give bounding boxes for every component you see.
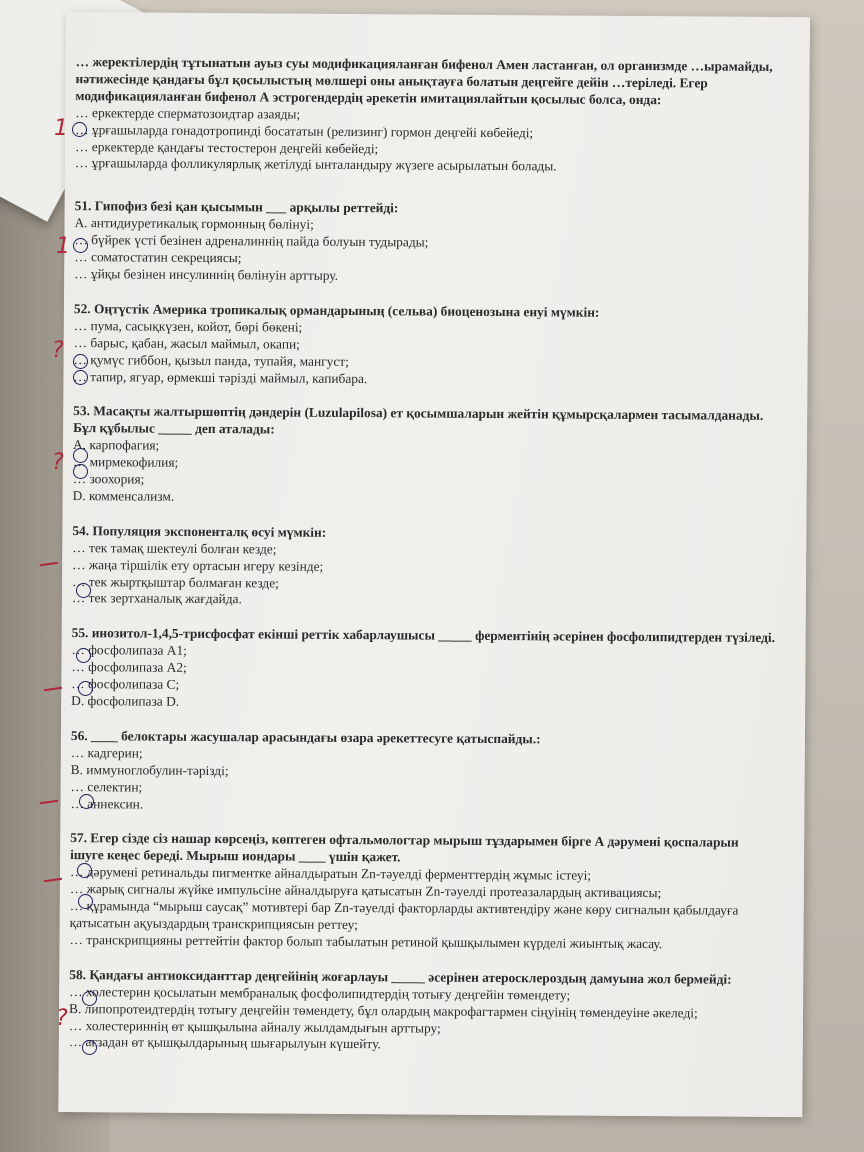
option-d: D. комменсализм.	[72, 487, 175, 504]
question-54	[72, 523, 778, 612]
question-53	[73, 403, 779, 509]
question-text: 57. Егер сізде сіз нашар көрсеңіз, көптеген офтальмологтар мырыш тұздарымен бірге А дәрумені қоспаларын ішуге кеңес береді. Мырыш иондары ____ үшін қажет.	[70, 830, 739, 865]
question-text: 51. Гипофиз безі қан қысымын ___ арқылы реттейді:	[74, 198, 399, 216]
question-50	[75, 54, 781, 177]
option-a: A. антидиуретикалық гормонның бөлінуі;	[74, 215, 314, 232]
handwritten-mark-q51: 1	[56, 234, 70, 259]
question-text: 53. Масақты жалтыршөптің дәндерін (Luzulapilosa) ет қосымшаларын жейтін құмырсқалармен тасымалданады. Бұл құбылыс _____ деп аталады:	[73, 403, 764, 437]
option-a: … дәрумені ретинальды пигментке айналдыратын Zn-тәуелді ферменттердің жұмыс істеуі;	[69, 864, 592, 883]
option-d: … тек зертханалық жағдайда.	[71, 590, 242, 607]
question-text: 55. инозитол-1,4,5-трисфосфат екінші реттік хабарлаушысы _____ ферментінің әсерінен фосфолипидтерден түзіледі.	[71, 625, 776, 646]
option-a: … кадгерин;	[70, 744, 143, 761]
option-a: … фосфолипаза А1;	[71, 642, 187, 659]
option-b: … ұрғашыларда гонадотропинді босататын (релизинг) гормон деңгейі көбейеді;	[75, 121, 534, 140]
option-b: … барыс, қабан, жасыл маймыл, окапи;	[73, 334, 300, 352]
option-a: … еркектерде сперматозоидтар азаяды;	[75, 104, 301, 122]
option-c: … холестериннің өт қышқылына айналу жылдамдығын арттыру;	[68, 1017, 441, 1036]
handwritten-mark-q50: 1	[54, 116, 68, 141]
option-c: … құрамында “мырыш саусақ” мотивтері бар Zn-тәуелді факторларды активтендіру және көру сигналын қабылдауға қатысатын ақуыздардың транскрипциясын реттеу;	[69, 898, 739, 933]
option-d: … ұйқы безінен инсулиннің бөлінуін арттыру.	[74, 266, 339, 283]
option-a: … тек тамақ шектеулі болған кезде;	[72, 539, 277, 557]
option-b: … жаңа тіршілік ету ортасын игеру кезінде;	[72, 556, 324, 574]
option-a: A. карпофагия;	[72, 437, 160, 453]
question-51	[74, 198, 780, 287]
option-b: B. иммуноглобулин-тәрізді;	[70, 761, 229, 778]
option-b: … бүйрек үсті безінен адреналиннің пайда болуын тудырады;	[74, 232, 429, 250]
option-a: … пума, сасықкүзен, койот, бөрі бөкені;	[73, 317, 303, 335]
option-c: … селектин;	[70, 778, 143, 795]
option-c: … тек жыртқыштар болмаған кезде;	[71, 573, 279, 591]
question-list	[69, 54, 781, 1074]
question-text: 58. Қандағы антиоксиданттар деңгейінің жоғарлауы _____ әсерінен атеросклероздың дамуына жол бермейді:	[69, 966, 732, 987]
test-paper	[58, 12, 810, 1117]
question-55	[71, 625, 777, 714]
question-52	[73, 301, 779, 390]
handwritten-mark-q58: ?	[56, 1006, 68, 1031]
option-d: D. фосфолипаза D.	[71, 693, 180, 709]
handwritten-mark-q52: ?	[52, 338, 64, 363]
option-d: … транскрипцияны реттейтін фактор болып табылатын ретиной қышқылымен күрделі жиынтық жасау.	[69, 931, 663, 952]
option-b: … мирмекофилия;	[72, 454, 179, 470]
option-d: … тапир, ягуар, өрмекші тәрізді маймыл, капибара.	[73, 368, 368, 386]
question-text: 56. ____ белоктары жасушалар арасындағы өзара әрекеттесуге қатыспайды.:	[70, 727, 541, 747]
handwritten-mark-q53: ?	[52, 450, 64, 475]
option-a: … холестерин қосылатын мембраналық фосфолипидтердің тотығу деңгейін төмендету;	[69, 983, 571, 1003]
option-d: … аннексин.	[70, 795, 144, 812]
option-b: … фосфолипаза А2;	[71, 659, 187, 676]
option-d: … ұрғашыларда фолликулярлық жетілуді ынталандыру жүзеге асырылатын болады.	[74, 155, 557, 174]
question-57	[69, 830, 775, 953]
question-text: 52. Оңтүстік Америка тропикалық ормандарының (сельва) биоценозына енуі мүмкін:	[73, 300, 600, 320]
option-c: … фосфолипаза С;	[71, 676, 180, 692]
option-b: B. липопротеидтердің тотығу деңгейін төмендету, бұл олардың макрофагтармен сіңуінің төмендеуіне әкеледі;	[68, 1000, 698, 1021]
option-b: … жарық сигналы жүйке импульсіне айналдыруға қатысатын Zn-тәуелді протеазалардың активациясы;	[69, 881, 662, 901]
question-56	[70, 728, 776, 817]
option-c: … зоохория;	[72, 471, 145, 487]
question-text: 54. Популяция экспоненталқ өсуі мүмкін:	[72, 522, 327, 540]
question-58	[69, 967, 775, 1056]
option-c: … еркектерде қандағы тестостерон деңгейі көбейеді;	[75, 138, 379, 156]
option-c: … қумүс гиббон, қызыл панда, тупайя, мангуст;	[73, 351, 349, 369]
question-text: … жеректілердің тұтынатын ауыз суы модификацияланған бифенол Амен ластанған, ол организмде …ырамайды, нәтижесінде қандағы бұл қосылыстың мөлшері оны анықтауға болатын деңгейге дейін …теріледі. Егер модификацияланған бифенол А эстрогендердің әрекетін имитациялайтын қосылыс болса, онда:	[75, 54, 773, 107]
option-d: … ағзадан өт қышқылдарының шығарылуын күшейту.	[68, 1034, 381, 1052]
option-c: … соматостатин секрециясы;	[74, 249, 242, 266]
